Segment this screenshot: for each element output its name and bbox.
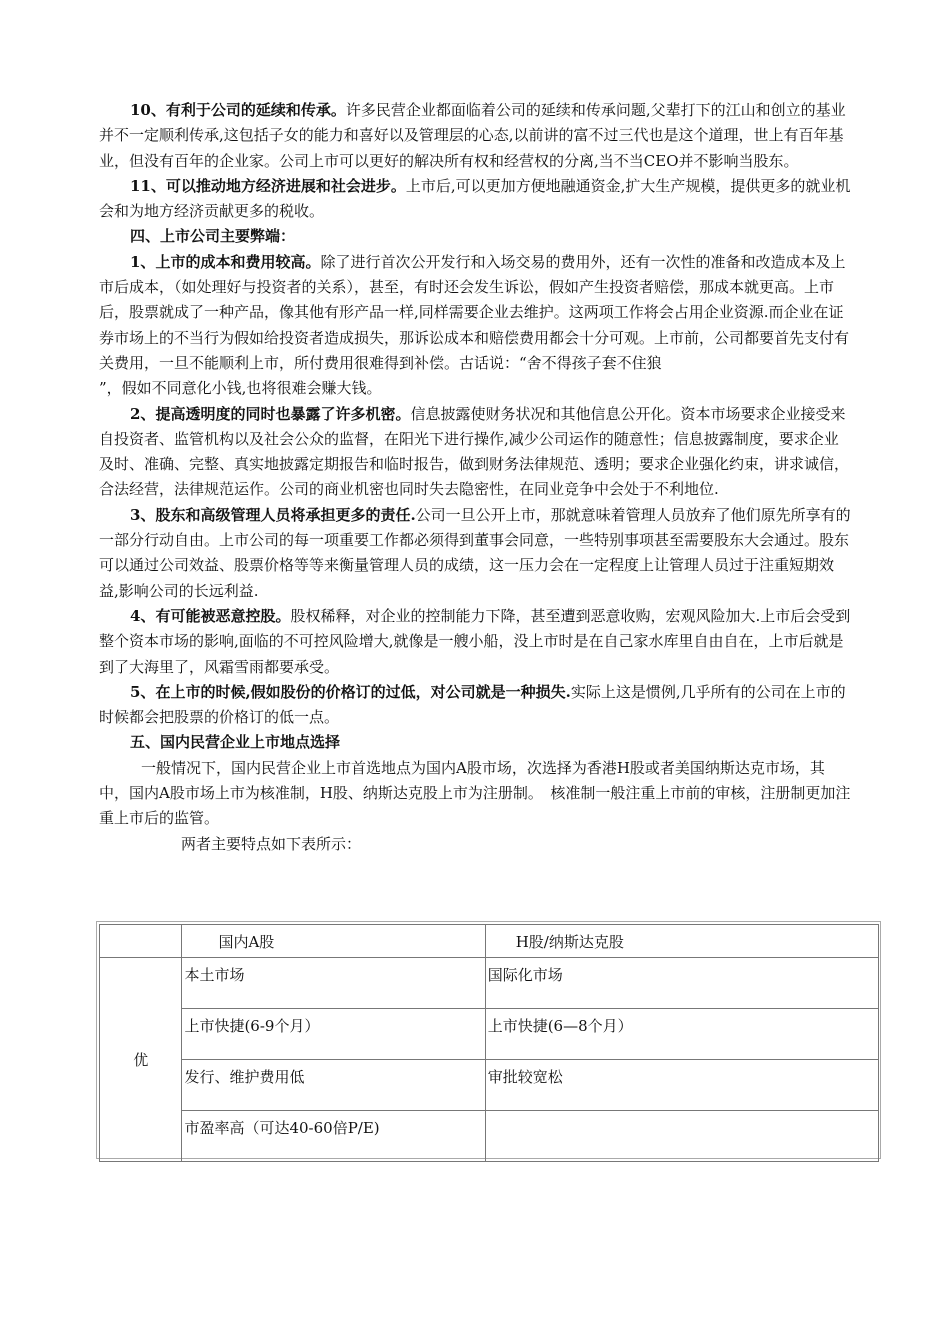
item-number: 4、 <box>130 606 156 625</box>
item-text: 信息披露使财务状况和其他信息公开化。资本市场要求企业接受来自投资者、监管机构以及社会公众的监督，在阳光下进行操作,减少公司运作的随意性；信息披露制度，要求企业及时、准确、完整、真实地披露定期报告和临时报告，做到财务法律规范、透明；要求企业强化约束，讲求诚信，合法经营，法律规范运作。公司的商业机密也同时失去隐密性，在同业竞争中会处于不利地位. <box>99 404 850 499</box>
section-heading-5 <box>99 730 851 755</box>
item-number: 3、 <box>130 505 156 524</box>
section-title: 四、上市公司主要弊端： <box>130 227 296 246</box>
paragraph-3 <box>99 503 851 604</box>
paragraph-1-continued <box>99 376 851 401</box>
table-cell: 本土市场 <box>182 958 485 1009</box>
item-text: 实际上这是惯例,几乎所有的公司在上市的时候都会把股票的价格订的低一点。 <box>99 682 846 727</box>
paragraph-5 <box>99 680 851 731</box>
table-cell <box>485 1111 878 1162</box>
table-row <box>100 1060 879 1111</box>
table-cell: 国际化市场 <box>485 958 878 1009</box>
paragraph-4 <box>99 604 851 680</box>
table-header-row <box>100 925 879 958</box>
item-text: 股权稀释，对企业的控制能力下降，甚至遭到恶意收购，宏观风险加大.上市后会受到整个资本市场的影响,面临的不可控风险增大,就像是一艘小船，没上市时是在自己家水库里自由自在，上市后就是到了大海里了，风霜雪雨都要承受。 <box>99 606 851 676</box>
item-text: 上市后,可以更加方便地融通资金,扩大生产规模，提供更多的就业机会和为地方经济贡献更多的税收。 <box>99 176 851 221</box>
header-cell-a-share: 国内A股 <box>182 925 485 958</box>
table-cell: 市盈率高（可达40-60倍P/E) <box>182 1111 485 1162</box>
section-title: 五、国内民营企业上市地点选择 <box>130 733 341 752</box>
header-cell-empty <box>100 925 182 958</box>
header-cell-h-nasdaq: H股/纳斯达克股 <box>485 925 878 958</box>
item-text: 许多民营企业都面临着公司的延续和传承问题,父辈打下的江山和创立的基业并不一定顺利传承,这包括子女的能力和喜好以及管理层的心态,以前讲的富不过三代也是这个道理，世上有百年基业，但没有百年的企业家。公司上市可以更好的解决所有权和经营权的分离,当不当CEO并不影响当股东。 <box>99 101 846 170</box>
table-cell: 审批较宽松 <box>485 1060 878 1111</box>
body-text <box>99 98 851 857</box>
table-cell: 上市快捷(6—8个月） <box>485 1009 878 1060</box>
paragraph-11 <box>99 174 851 225</box>
item-heading: 在上市的时候,假如股份的价格订的过低，对公司就是一种损失. <box>155 682 571 701</box>
item-text: ”，假如不同意化小钱,也将很难会赚大钱。 <box>99 379 382 398</box>
item-heading: 可以推动地方经济进展和社会进步。 <box>165 176 406 195</box>
item-heading: 提高透明度的同时也暴露了许多机密。 <box>155 404 411 423</box>
paragraph-2 <box>99 402 851 503</box>
item-number: 2、 <box>130 404 156 423</box>
item-number: 1、 <box>130 252 156 271</box>
item-heading: 有利于公司的延续和传承。 <box>165 101 346 119</box>
comparison-table <box>99 924 879 1162</box>
item-text: 除了进行首次公开发行和入场交易的费用外，还有一次性的准备和改造成本及上市后成本，（如处理好与投资者的关系），甚至，有时还会发生诉讼，假如产生投资者赔偿，那成本就更高。上市后，股票就成了一种产品，像其他有形产品一样,同样需要企业去维护。这两项工作将会占用企业资源.而企业在证券市场上的不当行为假如给投资者造成损失，那诉讼成本和赔偿费用都会十分可观。上市前，公司都要首先支付有关费用，一旦不能顺利上市，所付费用很难得到补偿。古话说：“舍不得孩子套不住狼 <box>99 252 850 372</box>
table-row <box>100 1009 879 1060</box>
table-cell: 上市快捷(6-9个月） <box>182 1009 485 1060</box>
section-heading-4 <box>99 224 851 249</box>
table-caption: 两者主要特点如下表所示： <box>181 834 362 853</box>
item-heading: 股东和高级管理人员将承担更多的责任. <box>155 505 416 524</box>
table-row <box>100 1111 879 1162</box>
row-label-advantage: 优 <box>100 958 182 1162</box>
item-text: 公司一旦公开上市，那就意味着管理人员放弃了他们原先所享有的一部分行动自由。上市公司的每一项重要工作都必须得到董事会同意，一些特别事项甚至需要股东大会通过。股东可以通过公司效益、股票价格等等来衡量管理人员的成绩，这一压力会在一定程度上让管理人员过于注重短期效益,影响公司的长远利益. <box>99 505 851 600</box>
item-heading: 上市的成本和费用较高。 <box>155 252 321 271</box>
table-cell: 发行、维护费用低 <box>182 1060 485 1111</box>
item-number: 11、 <box>130 176 166 195</box>
paragraph-10 <box>99 98 851 174</box>
intro-paragraph: 一般情况下，国内民营企业上市首选地点为国内A股市场，次选择为香港H股或者美国纳斯达克市场，其中，国内A股市场上市为核准制，H股、纳斯达克股上市为注册制。 核准制一般注重上市前的审核，注册制更加注重上市后的监管。 <box>99 758 851 828</box>
paragraph-1 <box>99 250 851 376</box>
item-heading: 有可能被恶意控股。 <box>155 606 291 625</box>
item-number: 10、 <box>130 101 166 119</box>
item-number: 5、 <box>130 682 156 701</box>
table-row <box>100 958 879 1009</box>
